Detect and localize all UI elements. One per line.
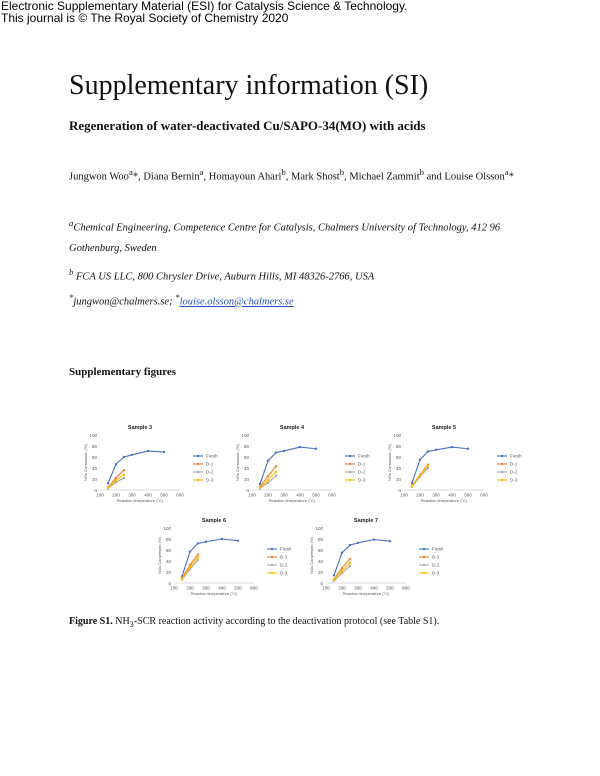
affiliation-b-text: FCA US LLC, 800 Chrysler Drive, Auburn Hills, MI 48326-2766, USA bbox=[76, 271, 375, 283]
y-tick-label: 40 bbox=[165, 558, 171, 564]
author-list: Jungwon Woo$^a$*, Diana Bernin$^a$, Homayoun Ahari$^b$, Mark Shost$^b$, Michael Zammit$^b$ and Louise Olsson$^a$* bbox=[69, 167, 514, 183]
legend-label: D-2 bbox=[280, 562, 288, 568]
data-point-d-1 bbox=[341, 567, 343, 569]
data-point-d-3 bbox=[419, 474, 421, 476]
y-axis-label: NOx Conversion (%) bbox=[387, 444, 392, 481]
legend-marker bbox=[423, 572, 425, 574]
data-point-d-3 bbox=[259, 487, 261, 489]
x-tick-label: 500 bbox=[234, 585, 242, 591]
legend-label: D-2 bbox=[358, 469, 366, 475]
y-tick-label: 80 bbox=[243, 443, 249, 449]
page-title: Supplementary information (SI) bbox=[69, 70, 429, 101]
y-tick-label: 0 bbox=[94, 487, 97, 493]
author-name: Michael Zammit bbox=[349, 171, 420, 183]
author-name: Jungwon Woo bbox=[69, 171, 129, 183]
email-jungwon: jungwon@chalmers.se; bbox=[73, 296, 176, 308]
data-point-d-1 bbox=[349, 558, 351, 560]
data-point-fresh bbox=[107, 482, 109, 484]
y-tick-label: 20 bbox=[91, 476, 97, 482]
data-point-fresh bbox=[131, 454, 133, 456]
legend-label: D-1 bbox=[358, 461, 366, 467]
email-louise-link[interactable]: louise.olsson@chalmers.se bbox=[179, 296, 294, 308]
x-tick-label: 200 bbox=[416, 492, 424, 498]
x-tick-label: 600 bbox=[328, 492, 336, 498]
legend-label: Fresh bbox=[432, 546, 444, 552]
data-point-d-1 bbox=[123, 469, 125, 471]
y-tick-label: 40 bbox=[243, 465, 249, 471]
data-point-fresh bbox=[267, 460, 269, 462]
series-line-fresh bbox=[182, 539, 238, 576]
data-point-d-2 bbox=[123, 477, 125, 479]
author-name: Louise Olsson bbox=[444, 171, 505, 183]
affiliation-a-sup: a bbox=[69, 218, 74, 228]
chart-sample-5 bbox=[372, 420, 552, 510]
chart-title: Sample 3 bbox=[127, 425, 153, 431]
data-point-fresh bbox=[221, 538, 223, 540]
esi-header-line1: Electronic Supplementary Material (ESI) for Catalysis Science & Technology. bbox=[1, 0, 408, 13]
author-name: Homayoun Ahari bbox=[208, 171, 282, 183]
data-point-fresh bbox=[299, 446, 301, 448]
y-tick-label: 100 bbox=[241, 432, 249, 438]
legend-marker bbox=[349, 479, 351, 481]
legend-label: Fresh bbox=[358, 453, 370, 459]
y-tick-label: 100 bbox=[163, 525, 171, 531]
y-tick-label: 40 bbox=[317, 558, 323, 564]
x-tick-label: 600 bbox=[250, 585, 258, 591]
x-tick-label: 200 bbox=[338, 585, 346, 591]
x-axis-label: Reaction temperature (°C) bbox=[190, 591, 238, 596]
data-point-d-3 bbox=[107, 487, 109, 489]
x-tick-label: 300 bbox=[354, 585, 362, 591]
chart-sample-7 bbox=[294, 513, 474, 603]
figure-caption bbox=[69, 616, 439, 629]
y-axis-label: NOx Conversion (%) bbox=[83, 444, 88, 481]
data-point-d-3 bbox=[341, 570, 343, 572]
legend-marker bbox=[349, 471, 351, 473]
y-tick-label: 80 bbox=[395, 443, 401, 449]
author-affiliation-sup: b bbox=[419, 167, 424, 177]
data-point-d-3 bbox=[275, 471, 277, 473]
caption-sub: 3 bbox=[129, 620, 134, 629]
x-tick-label: 300 bbox=[128, 492, 136, 498]
data-point-d-3 bbox=[349, 561, 351, 563]
chart-title: Sample 7 bbox=[353, 518, 379, 524]
data-point-d-3 bbox=[411, 485, 413, 487]
data-point-d-3 bbox=[197, 556, 199, 558]
email-sup: * bbox=[69, 292, 74, 302]
data-point-fresh bbox=[435, 449, 437, 451]
legend-marker bbox=[501, 455, 503, 457]
data-point-fresh bbox=[205, 541, 207, 543]
y-tick-label: 80 bbox=[91, 443, 97, 449]
x-tick-label: 100 bbox=[170, 585, 178, 591]
y-tick-label: 80 bbox=[165, 536, 171, 542]
legend-marker bbox=[349, 463, 351, 465]
y-tick-label: 20 bbox=[243, 476, 249, 482]
data-point-d-3 bbox=[189, 566, 191, 568]
data-point-fresh bbox=[333, 574, 335, 576]
y-tick-label: 0 bbox=[168, 580, 171, 586]
x-tick-label: 500 bbox=[312, 492, 320, 498]
legend-marker bbox=[501, 471, 503, 473]
chart-title: Sample 5 bbox=[431, 425, 457, 431]
legend-marker bbox=[271, 564, 273, 566]
data-point-fresh bbox=[341, 552, 343, 554]
data-point-d-1 bbox=[197, 553, 199, 555]
data-point-d-3 bbox=[115, 479, 117, 481]
author-affiliation-sup: a bbox=[199, 167, 204, 177]
data-point-fresh bbox=[419, 459, 421, 461]
legend-label: Fresh bbox=[510, 453, 522, 459]
caption-text-before: NH bbox=[112, 616, 130, 627]
y-tick-label: 0 bbox=[320, 580, 323, 586]
data-point-fresh bbox=[373, 538, 375, 540]
affiliation-b bbox=[69, 267, 374, 283]
data-point-d-1 bbox=[115, 477, 117, 479]
x-tick-label: 300 bbox=[280, 492, 288, 498]
affiliation-a bbox=[69, 218, 500, 234]
data-point-fresh bbox=[197, 542, 199, 544]
data-point-fresh bbox=[389, 540, 391, 542]
caption-text-after: -SCR reaction activity according to the deactivation protocol (see Table S1). bbox=[133, 616, 440, 627]
data-point-d-3 bbox=[267, 479, 269, 481]
data-point-fresh bbox=[349, 544, 351, 546]
data-point-fresh bbox=[115, 463, 117, 465]
data-point-fresh bbox=[283, 450, 285, 452]
x-tick-label: 400 bbox=[296, 492, 304, 498]
legend-marker bbox=[197, 471, 199, 473]
legend-marker bbox=[349, 455, 351, 457]
affiliation-a-line2: Gothenburg, Sweden bbox=[69, 243, 157, 254]
x-tick-label: 600 bbox=[402, 585, 410, 591]
x-axis-label: Reaction temperature (°C) bbox=[420, 498, 468, 503]
legend-label: D-2 bbox=[206, 469, 214, 475]
section-heading: Supplementary figures bbox=[69, 366, 177, 378]
data-point-fresh bbox=[427, 450, 429, 452]
y-tick-label: 100 bbox=[315, 525, 323, 531]
x-tick-label: 100 bbox=[248, 492, 256, 498]
data-point-d-2 bbox=[349, 565, 351, 567]
legend-label: D-1 bbox=[280, 554, 288, 560]
legend-marker bbox=[423, 556, 425, 558]
x-tick-label: 500 bbox=[464, 492, 472, 498]
y-tick-label: 80 bbox=[317, 536, 323, 542]
corresponding-mark: * bbox=[508, 171, 514, 183]
y-tick-label: 60 bbox=[317, 547, 323, 553]
y-axis-label: NOx Conversion (%) bbox=[157, 537, 162, 574]
legend-marker bbox=[271, 572, 273, 574]
x-axis-label: Reaction temperature (°C) bbox=[268, 498, 316, 503]
author-affiliation-sup: b bbox=[281, 167, 286, 177]
data-point-fresh bbox=[189, 550, 191, 552]
data-point-fresh bbox=[237, 539, 239, 541]
corresponding-mark: * bbox=[132, 171, 139, 183]
legend-label: D-3 bbox=[280, 570, 288, 576]
x-tick-label: 500 bbox=[160, 492, 168, 498]
legend-marker bbox=[501, 463, 503, 465]
x-tick-label: 100 bbox=[400, 492, 408, 498]
y-tick-label: 60 bbox=[243, 454, 249, 460]
data-point-fresh bbox=[467, 448, 469, 450]
legend-label: D-3 bbox=[358, 477, 366, 483]
legend-label: D-1 bbox=[432, 554, 440, 560]
legend-marker bbox=[423, 564, 425, 566]
data-point-fresh bbox=[315, 448, 317, 450]
x-axis-label: Reaction temperature (°C) bbox=[342, 591, 390, 596]
legend-marker bbox=[271, 548, 273, 550]
author-affiliation-sup: b bbox=[339, 167, 345, 177]
data-point-d-3 bbox=[427, 465, 429, 467]
legend-label: Fresh bbox=[206, 453, 218, 459]
y-tick-label: 60 bbox=[395, 454, 401, 460]
x-tick-label: 400 bbox=[370, 585, 378, 591]
legend-label: D-2 bbox=[510, 469, 518, 475]
legend-marker bbox=[197, 479, 199, 481]
y-tick-label: 20 bbox=[317, 569, 323, 575]
contact-emails bbox=[69, 292, 294, 308]
x-tick-label: 200 bbox=[264, 492, 272, 498]
x-tick-label: 400 bbox=[144, 492, 152, 498]
legend-label: D-1 bbox=[510, 461, 518, 467]
y-tick-label: 20 bbox=[165, 569, 171, 575]
author-name: Mark Shost bbox=[291, 171, 340, 183]
x-tick-label: 600 bbox=[480, 492, 488, 498]
x-tick-label: 600 bbox=[176, 492, 184, 498]
x-tick-label: 400 bbox=[218, 585, 226, 591]
legend-label: D-3 bbox=[432, 570, 440, 576]
data-point-fresh bbox=[357, 542, 359, 544]
x-tick-label: 500 bbox=[386, 585, 394, 591]
x-tick-label: 200 bbox=[112, 492, 120, 498]
legend-label: D-2 bbox=[432, 562, 440, 568]
y-axis-label: NOx Conversion (%) bbox=[309, 537, 314, 574]
affiliation-b-sup: b bbox=[69, 267, 74, 277]
y-tick-label: 0 bbox=[246, 487, 249, 493]
y-tick-label: 0 bbox=[398, 487, 401, 493]
y-tick-label: 20 bbox=[395, 476, 401, 482]
legend-marker bbox=[197, 455, 199, 457]
data-point-d-3 bbox=[333, 579, 335, 581]
x-tick-label: 400 bbox=[448, 492, 456, 498]
data-point-d-2 bbox=[267, 482, 269, 484]
legend-label: D-3 bbox=[510, 477, 518, 483]
legend-marker bbox=[271, 556, 273, 558]
author-name: Diana Bernin bbox=[143, 171, 200, 183]
data-point-d-2 bbox=[275, 475, 277, 477]
x-tick-label: 200 bbox=[186, 585, 194, 591]
figure-label: Figure S1. bbox=[69, 616, 113, 627]
paper-subtitle: Regeneration of water-deactivated Cu/SAPO-34(MO) with acids bbox=[69, 118, 426, 133]
x-tick-label: 100 bbox=[322, 585, 330, 591]
data-point-d-3 bbox=[123, 473, 125, 475]
y-tick-label: 40 bbox=[395, 465, 401, 471]
y-tick-label: 60 bbox=[91, 454, 97, 460]
x-tick-label: 300 bbox=[432, 492, 440, 498]
chart-title: Sample 6 bbox=[201, 518, 227, 524]
legend-marker bbox=[501, 479, 503, 481]
x-tick-label: 300 bbox=[202, 585, 210, 591]
y-tick-label: 100 bbox=[393, 432, 401, 438]
data-point-fresh bbox=[163, 451, 165, 453]
data-point-d-1 bbox=[275, 465, 277, 467]
y-axis-label: NOx Conversion (%) bbox=[235, 444, 240, 481]
data-point-fresh bbox=[451, 446, 453, 448]
email2-sup: * bbox=[175, 292, 180, 302]
y-tick-label: 40 bbox=[91, 465, 97, 471]
legend-marker bbox=[423, 548, 425, 550]
affiliation-a-line1: Chemical Engineering, Competence Centre for Catalysis, Chalmers University of Technology, 412 96 bbox=[73, 222, 501, 234]
y-tick-label: 100 bbox=[89, 432, 97, 438]
legend-label: D-3 bbox=[206, 477, 214, 483]
x-tick-label: 100 bbox=[96, 492, 104, 498]
data-point-fresh bbox=[275, 451, 277, 453]
legend-marker bbox=[197, 463, 199, 465]
data-point-fresh bbox=[147, 450, 149, 452]
x-axis-label: Reaction temperature (°C) bbox=[116, 498, 164, 503]
author-affiliation-sup: a bbox=[128, 167, 133, 177]
data-point-d-1 bbox=[267, 475, 269, 477]
data-point-fresh bbox=[123, 456, 125, 458]
legend-label: D-1 bbox=[206, 461, 214, 467]
series-line-fresh bbox=[260, 447, 316, 484]
legend-label: Fresh bbox=[280, 546, 292, 552]
chart-title: Sample 4 bbox=[279, 425, 305, 431]
esi-header-line2: This journal is © The Royal Society of Chemistry 2020 bbox=[1, 11, 289, 25]
data-point-d-3 bbox=[181, 578, 183, 580]
y-tick-label: 60 bbox=[165, 547, 171, 553]
author-affiliation-sup: a bbox=[504, 167, 509, 177]
